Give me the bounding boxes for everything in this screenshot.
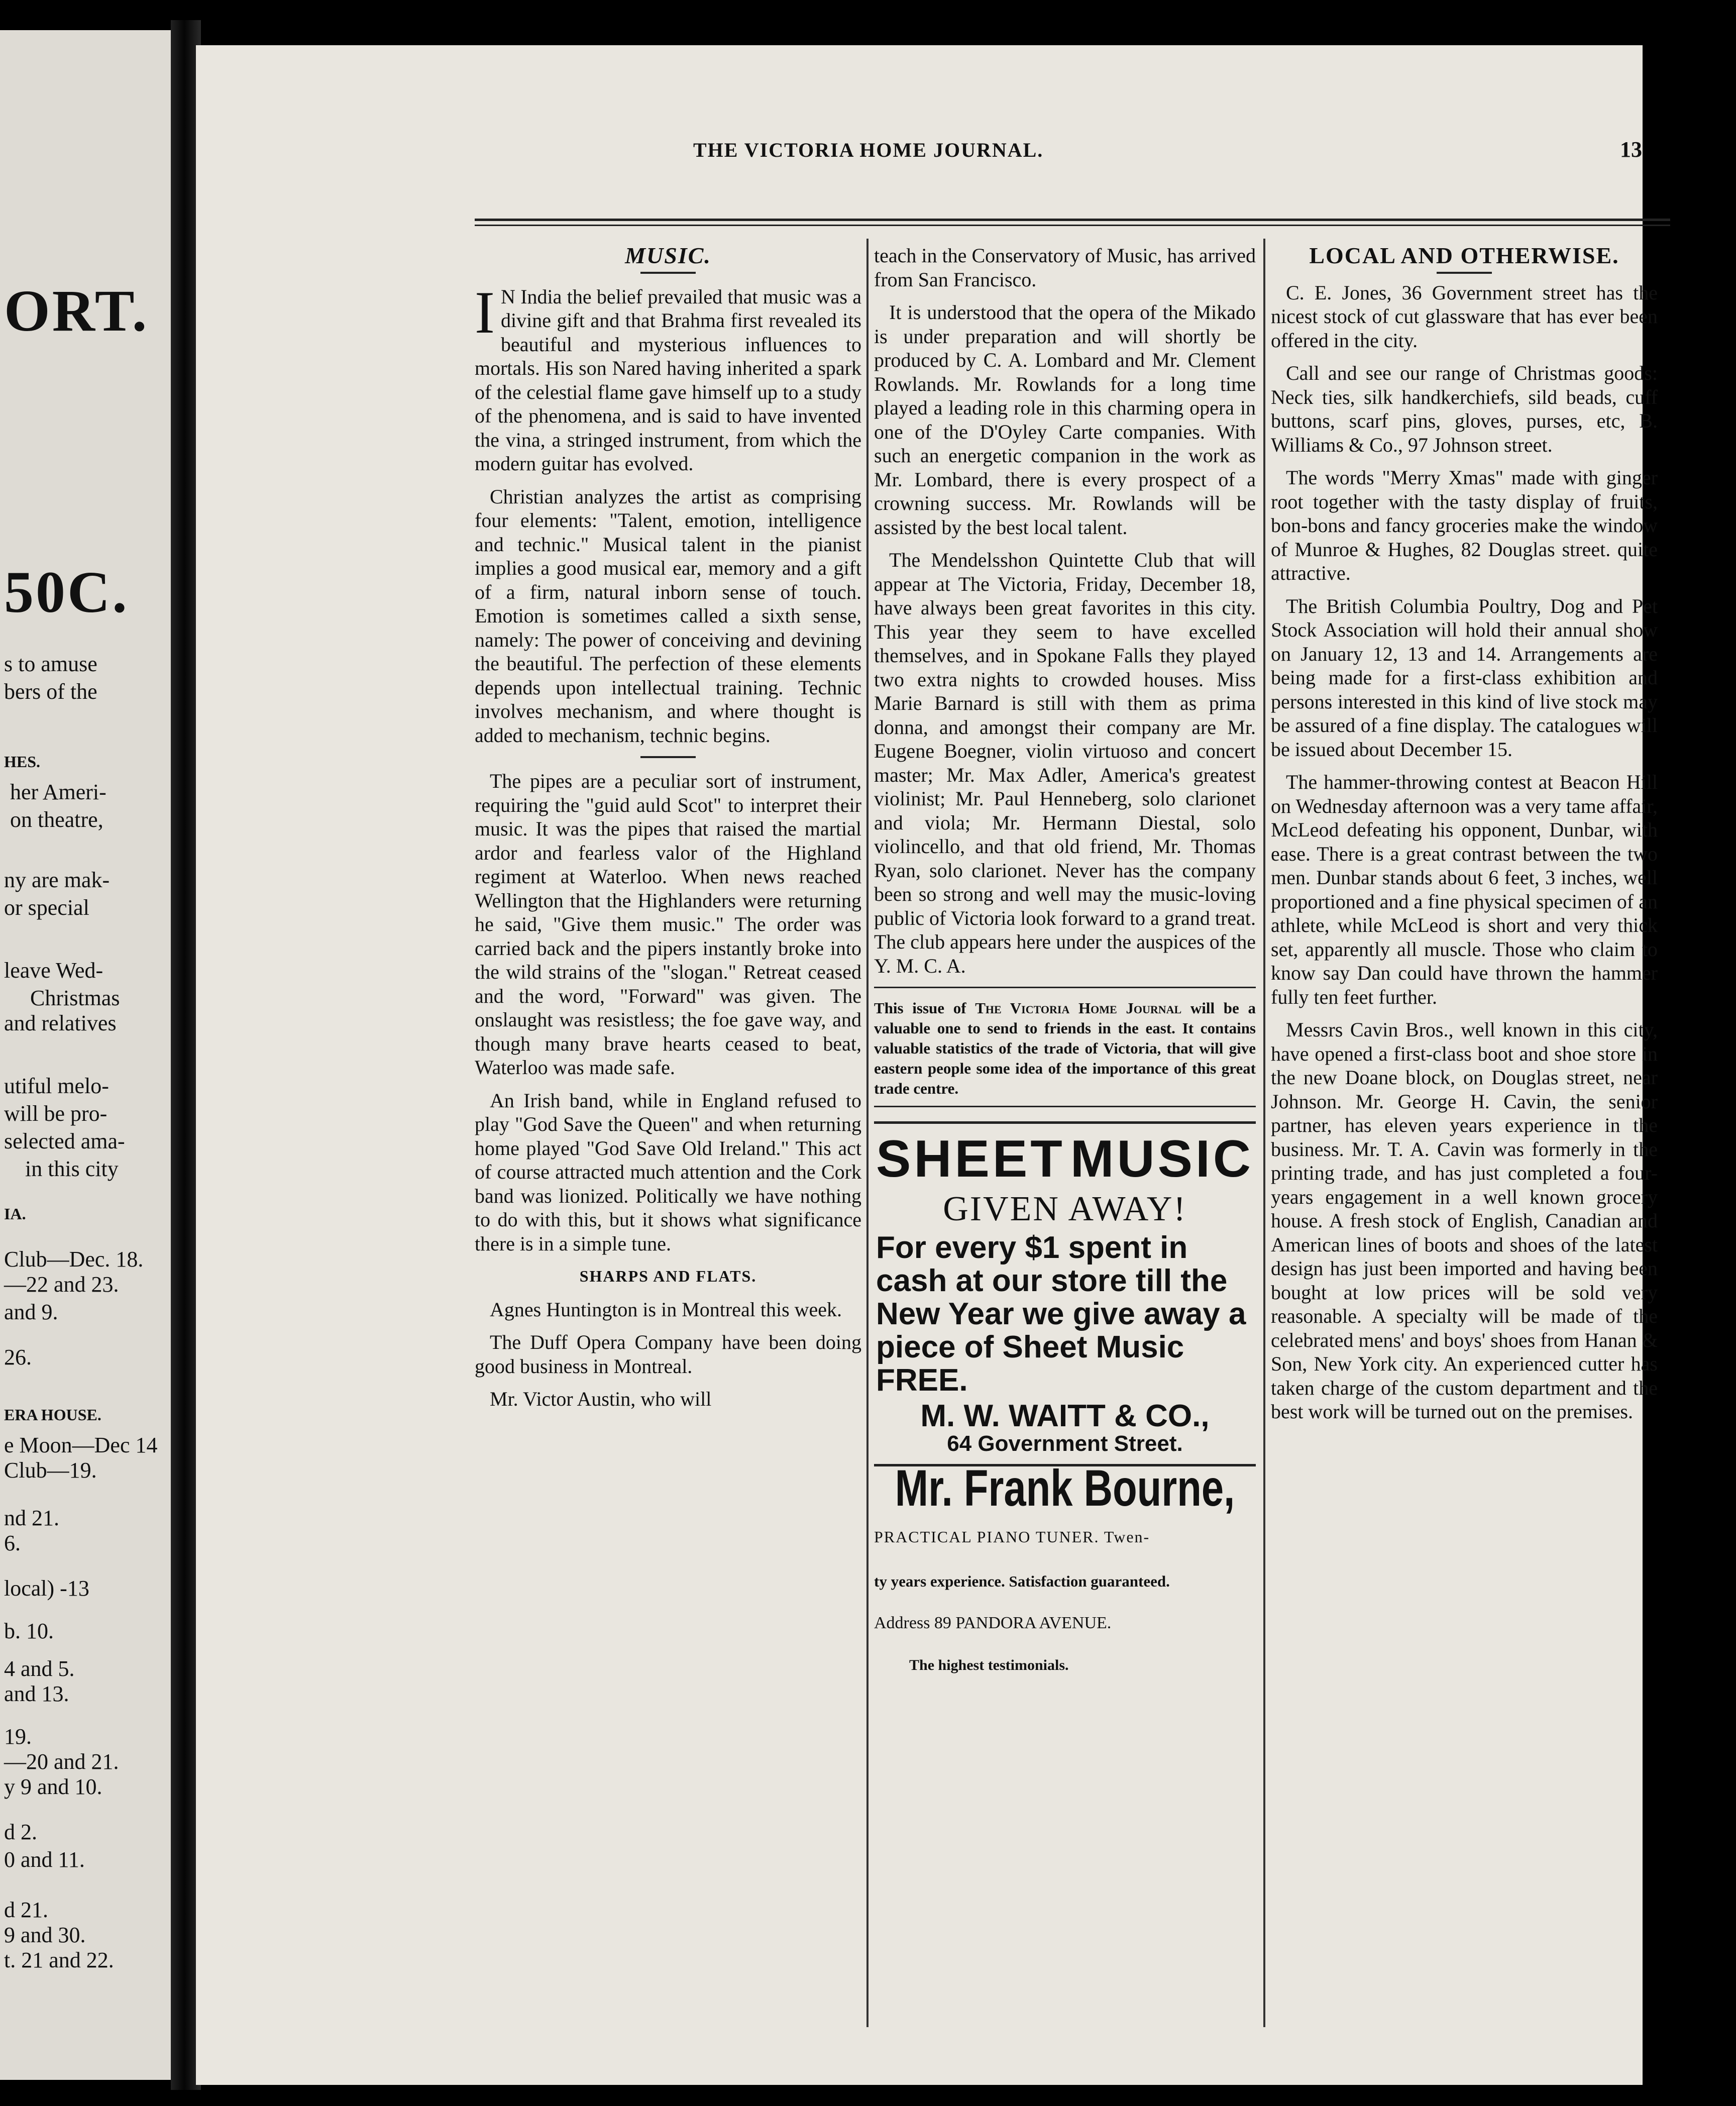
article-paragraph: The Duff Opera Company have been doing good business in Montreal.: [475, 1331, 861, 1378]
adjacent-page-line: local) -13: [4, 1576, 89, 1601]
adjacent-page-line: 50C.: [4, 559, 129, 625]
adjacent-page-fragment: [0, 30, 178, 2080]
article-paragraph: Call and see our range of Christmas goods: Neck ties, silk handkerchiefs, sild beads, cuff buttons, scarf pins, gloves, purses, etc, B. Williams & Co., 97 Johnson street.: [1271, 362, 1658, 456]
article-paragraph: The Mendelsshon Quintette Club that will appear at The Victoria, Friday, December 18, have always been great favorites in this city. This year they seem to have excelled themselves, and in Spokane Falls they played two extra nights to crowded houses. Miss Marie Barnard is still with them as prima donna, and amongst their company are Mr. Eugene Boegner, violin virtuoso and concert master; Mr. Max Adler, America's greatest violinist; Mr. Paul Henneberg, solo clarionet and viola; Mr. Hermann Diestal, solo violincello, and that old friend, Mr. Thomas Ryan, solo clarionet. Never has the company been so strong and well may the music-loving public of Victoria look forward to a grand treat. The club appears here under the auspices of the Y. M. C. A.: [874, 549, 1256, 977]
adjacent-page-line: HES.: [4, 753, 41, 771]
adjacent-page-line: nd 21.: [4, 1506, 59, 1530]
section-rule: [640, 272, 696, 274]
adjacent-page-line: 4 and 5.: [4, 1656, 75, 1681]
header-rule: [475, 225, 1670, 226]
ad-street: 64 Government Street.: [947, 1431, 1183, 1456]
ad-experience: ty years experience. Satisfaction guaranteed.: [874, 1572, 1170, 1590]
adjacent-page-line: and 13.: [4, 1681, 69, 1706]
section-rule: [640, 756, 696, 758]
section-rule: [1437, 272, 1492, 274]
article-paragraph: The hammer-throwing contest at Beacon Hill on Wednesday afternoon was a very tame affair, McLeod defeating his opponent, Dunbar, with ease. There is a great contrast between the two men. Dunbar stands about 6 feet, 3 inches, well proportioned and a fine physical specimen of an athlete, while McLeod is short and very thick set, apparently all muscle. Those who claim to know say Dan could have thrown the hammer fully ten feet further.: [1271, 771, 1658, 1008]
article-paragraph: Agnes Huntington is in Montreal this week.: [490, 1298, 842, 1321]
adjacent-page-line: on theatre,: [10, 807, 103, 832]
adjacent-page-line: utiful melo-: [4, 1074, 109, 1098]
adjacent-page-line: Club—Dec. 18.: [4, 1247, 144, 1272]
column-music: [475, 244, 861, 1420]
adjacent-page-line: d 2.: [4, 1820, 37, 1844]
adjacent-page-line: y 9 and 10.: [4, 1774, 102, 1799]
adjacent-page-line: —22 and 23.: [4, 1272, 119, 1297]
article-paragraph: The pipes are a peculiar sort of instrument, requiring the "guid auld Scot" to interpret their music. It was the pipes that raised the martial ardor and fearless valor of the Highland regiment at Waterloo. When news reached Wellington that the Highlanders were returning he said, "Give them music." The order was carried back and the pipers instantly broke into the wild strains of the "slogan." Retreat ceased and the word, "Forward" was given. The onslaught was resistless; the foe gave way, and though many brave hearts ceased to beat, Waterloo was made safe.: [475, 770, 861, 1079]
ad-subheadline: GIVEN AWAY!: [943, 1190, 1187, 1228]
article-paragraph: It is understood that the opera of the Mikado is under preparation and will shortly be produced by C. A. Lombard and Mr. Clement Rowlands. Mr. Rowlands for a long time played a leading role in this charming opera in one of the D'Oyley Carte companies. With such an energetic companion in the work as Mr. Lombard, there is every prospect of a crowning success. Mr. Rowlands will be assisted by the best local talent.: [874, 301, 1256, 539]
adjacent-page-line: bers of the: [4, 679, 97, 704]
adjacent-page-line: 6.: [4, 1531, 21, 1555]
article-paragraph: I N India the belief prevailed that music was a divine gift and that Brahma first revealed its beautiful and mysterious influences to mortals. His son Nared having inherited a spark of the celestial flame gave himself up to a study of the phenomena, and is said to have invented the vina, a stringed instrument, from which the modern guitar has evolved.: [475, 278, 861, 475]
advertisement-sheet-music: [874, 1121, 1256, 1466]
article-paragraph: Mr. Victor Austin, who will: [490, 1388, 712, 1410]
adjacent-page-line: her Ameri-: [10, 780, 106, 804]
adjacent-page-line: 0 and 11.: [4, 1847, 85, 1872]
article-paragraph: The words "Merry Xmas" made with ginger root together with the tasty display of fruits, bon-bons and fancy groceries make the window of Munroe & Hughes, 82 Douglas street. quite attractive.: [1271, 466, 1658, 584]
newspaper-page: [196, 45, 1658, 2085]
adjacent-page-line: will be pro-: [4, 1101, 107, 1126]
article-paragraph: C. E. Jones, 36 Government street has the nicest stock of cut glassware that has ever been offered in the city.: [1271, 281, 1658, 352]
adjacent-page-line: —20 and 21.: [4, 1749, 119, 1774]
adjacent-page-line: Christmas: [30, 986, 120, 1010]
adjacent-page-line: in this city: [25, 1156, 119, 1181]
adjacent-page-line: or special: [4, 895, 89, 920]
column-rule: [1263, 239, 1265, 2027]
header-rule: [475, 219, 1670, 221]
adjacent-page-line: selected ama-: [4, 1129, 125, 1153]
adjacent-page-line: 9 and 30.: [4, 1923, 86, 1947]
subheading-sharps-flats: SHARPS AND FLATS.: [579, 1267, 757, 1285]
adjacent-page-line: e Moon—Dec 14: [4, 1433, 158, 1457]
section-heading-music: MUSIC.: [625, 243, 711, 268]
ad-headline: SHEET MUSIC: [876, 1130, 1254, 1188]
journal-name: The Victoria Home Journal: [975, 999, 1182, 1017]
adjacent-page-line: ORT.: [4, 278, 149, 344]
article-paragraph: teach in the Conservatory of Music, has arrived from San Francisco.: [874, 244, 1256, 291]
adjacent-page-line: s to amuse: [4, 652, 97, 676]
adjacent-page-line: ERA HOUSE.: [4, 1406, 101, 1424]
section-heading-local: LOCAL AND OTHERWISE.: [1309, 243, 1619, 268]
ad-company: M. W. WAITT & CO.,: [920, 1398, 1210, 1433]
column-rule: [866, 239, 869, 2027]
adjacent-page-line: 26.: [4, 1345, 32, 1370]
ad-name: Mr. Frank Bourne,: [895, 1459, 1235, 1517]
adjacent-page-line: 19.: [4, 1724, 32, 1749]
ad-testimonials: The highest testimonials.: [909, 1656, 1069, 1673]
drop-cap: I: [475, 278, 495, 346]
column-local: [1271, 244, 1658, 1433]
adjacent-page-line: and relatives: [4, 1011, 117, 1035]
editorial-notice: This issue of The Victoria Home Journal will be a valuable one to send to friends in the east. It contains valuable statistics of the trade of Victoria, that will give eastern people some idea of the importance of this great trade centre.: [874, 987, 1256, 1107]
article-paragraph: Messrs Cavin Bros., well known in this city, have opened a first-class boot and shoe store in the new Doane block, on Douglas street, near Johnson. Mr. George H. Cavin, the senior partner, has eleven years experience in the business. Mr. T. A. Cavin was formerly in the printing trade, and has just completed a four-years engagement in a well known grocery house. A fresh stock of English, Canadian and American lines of boots and shoes of the latest design has just been imported and having been bought at low prices will be sold very reasonable. A specialty will be made of the celebrated mens' and boys' shoes from Hanan & Son, New York city. An experienced cutter has taken charge of the custom department and the best work will be turned out on the premises.: [1271, 1018, 1658, 1423]
article-paragraph: The British Columbia Poultry, Dog and Pet Stock Association will hold their annual show on January 12, 13 and 14. Arrangements are being made for a first-class exhibition and persons interested in this kind of live stock may be assured of a fine display. The catalogues will be issued about December 15.: [1271, 594, 1658, 761]
adjacent-page-line: t. 21 and 22.: [4, 1948, 114, 1972]
column-middle: [874, 244, 1256, 1677]
adjacent-page-line: Club—19.: [4, 1458, 97, 1483]
adjacent-page-line: ny are mak-: [4, 868, 110, 892]
adjacent-page-line: IA.: [4, 1205, 26, 1223]
running-head: THE VICTORIA HOME JOURNAL.: [693, 139, 1044, 161]
advertisement-piano-tuner: [874, 1459, 1256, 1677]
adjacent-page-line: b. 10.: [4, 1619, 54, 1643]
article-paragraph: Christian analyzes the artist as comprising four elements: "Talent, emotion, intelligence and technic." Musical talent in the pianist implies a good musical ear, memory and a gift of a firm, natural inborn sense of touch. Emotion is sometimes called a sixth sense, namely: The power of conceiving and devining the beautiful. The perfection of these elements depends upon intellectual training. Technic involves mechanism, and where thought is added to mechanism, technic begins.: [475, 485, 861, 747]
page-number: 13: [1620, 137, 1642, 162]
adjacent-page-line: and 9.: [4, 1300, 58, 1324]
ad-address: Address 89 PANDORA AVENUE.: [874, 1614, 1112, 1632]
article-paragraph: An Irish band, while in England refused to play "God Save the Queen" and when returning home played "God Save Old Ireland." This act of course attracted much attention and the Cork band was lionized. Politically we have nothing to do with this, but it shows what significance there is in a simple tune.: [475, 1089, 861, 1255]
adjacent-page-line: leave Wed-: [4, 958, 103, 983]
ad-service: PRACTICAL PIANO TUNER. Twen-: [874, 1528, 1150, 1546]
adjacent-page-line: d 21.: [4, 1898, 48, 1922]
ad-offer-text: For every $1 spent in cash at our store till the New Year we give away a piece of Sheet Music FREE.: [876, 1230, 1246, 1398]
